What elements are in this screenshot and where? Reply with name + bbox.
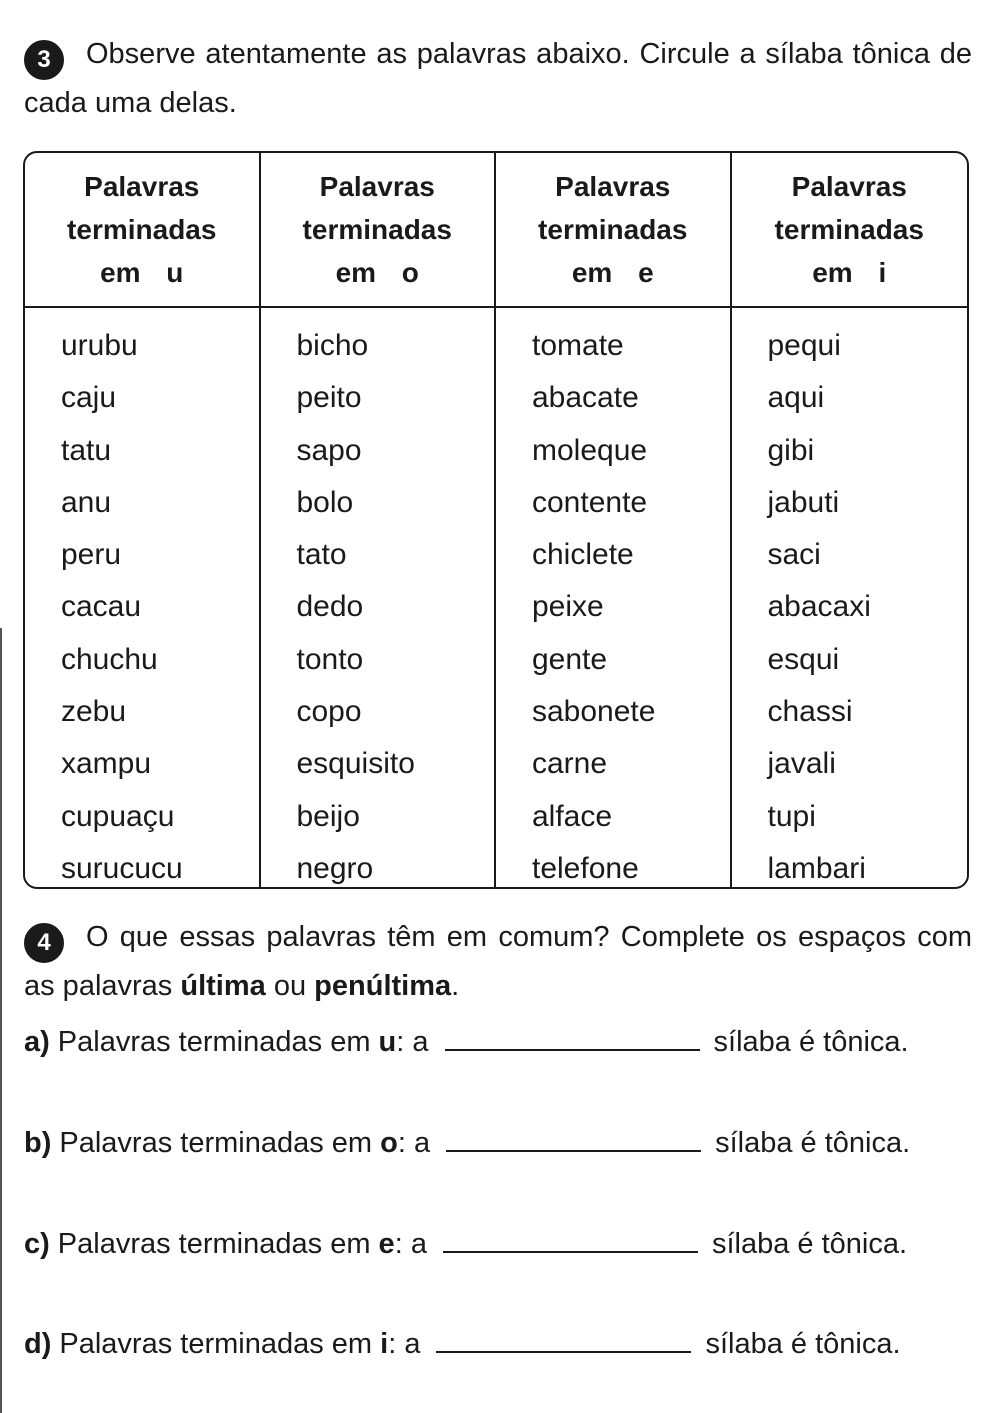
column-e — [496, 153, 732, 889]
item-letter: c) — [24, 1228, 50, 1260]
word[interactable]: esquisito — [296, 747, 415, 781]
column-header — [261, 153, 495, 308]
item-article: a — [413, 1127, 431, 1159]
word[interactable]: saci — [767, 538, 821, 572]
word[interactable]: zebu — [61, 695, 127, 729]
word[interactable]: caju — [61, 381, 117, 415]
column-words — [732, 308, 968, 889]
item-suffix: sílaba é tônica. — [711, 1228, 908, 1260]
header-line: em e — [571, 257, 654, 288]
word[interactable]: chuchu — [61, 642, 158, 676]
option-ultima: última — [180, 970, 266, 1002]
answer-blank-d[interactable] — [436, 1325, 691, 1353]
column-i — [732, 153, 968, 889]
word[interactable]: chassi — [767, 695, 853, 729]
column-words — [25, 308, 259, 889]
word[interactable]: tomate — [532, 329, 624, 362]
fill-item-b — [24, 1123, 968, 1163]
column-words — [496, 308, 730, 889]
word[interactable]: gente — [532, 642, 608, 676]
connector: ou — [273, 970, 307, 1002]
word[interactable]: abacaxi — [767, 590, 871, 624]
page-edge-divider — [0, 628, 2, 1413]
question-4 — [24, 914, 972, 1009]
item-prefix: Palavras terminadas em — [57, 1026, 371, 1058]
word[interactable]: negro — [296, 851, 374, 885]
word[interactable]: xampu — [61, 747, 152, 781]
item-ending: u — [378, 1026, 397, 1058]
question-4-text: O que essas palavras têm em comum? Complete os espaços com as palavras — [24, 921, 972, 1002]
question-number-badge: 4 — [24, 923, 64, 963]
fill-item-d — [24, 1324, 968, 1364]
word[interactable]: pequi — [767, 329, 841, 362]
word[interactable]: cacau — [61, 590, 142, 624]
word[interactable]: tatu — [61, 433, 112, 467]
word[interactable]: abacate — [532, 381, 639, 415]
item-ending: i — [380, 1328, 389, 1360]
words-table — [23, 151, 969, 889]
item-colon: : — [394, 1228, 403, 1260]
answer-blank-c[interactable] — [443, 1225, 698, 1253]
item-ending: e — [378, 1228, 395, 1260]
item-prefix: Palavras terminadas em — [59, 1127, 373, 1159]
word[interactable]: javali — [767, 747, 836, 781]
word[interactable]: jabuti — [767, 485, 840, 519]
word[interactable]: bolo — [296, 485, 354, 519]
word[interactable]: contente — [532, 485, 648, 519]
item-article: a — [404, 1328, 421, 1360]
period: . — [451, 970, 460, 1002]
option-penultima: penúltima — [314, 970, 452, 1002]
item-colon: : — [388, 1328, 397, 1360]
column-header — [25, 153, 259, 308]
item-article: a — [412, 1026, 429, 1058]
item-prefix: Palavras terminadas em — [57, 1228, 371, 1260]
header-line: Palavras — [791, 171, 907, 202]
item-suffix: sílaba é tônica. — [713, 1026, 909, 1058]
column-o — [261, 153, 497, 889]
word[interactable]: gibi — [767, 433, 815, 467]
answer-blank-a[interactable] — [445, 1023, 700, 1051]
word[interactable]: tonto — [296, 642, 364, 676]
word[interactable]: bicho — [296, 329, 369, 362]
item-ending: o — [380, 1127, 398, 1159]
word[interactable]: moleque — [532, 433, 648, 467]
word[interactable]: sabonete — [532, 695, 656, 729]
item-colon: : — [397, 1127, 406, 1159]
word[interactable]: esqui — [767, 642, 840, 676]
item-suffix: sílaba é tônica. — [705, 1328, 901, 1360]
word[interactable]: dedo — [296, 590, 364, 624]
item-suffix: sílaba é tônica. — [715, 1127, 911, 1159]
header-line: terminadas — [538, 214, 688, 245]
item-colon: : — [396, 1026, 405, 1058]
word[interactable]: sapo — [296, 433, 362, 467]
word[interactable]: beijo — [296, 799, 360, 833]
header-line: terminadas — [67, 214, 217, 245]
fill-item-a — [24, 1022, 968, 1062]
column-header — [496, 153, 730, 308]
word[interactable]: peru — [61, 538, 122, 572]
word[interactable]: tupi — [767, 799, 816, 833]
item-article: a — [410, 1228, 427, 1260]
word[interactable]: carne — [532, 747, 608, 781]
header-line: em u — [100, 257, 184, 288]
word[interactable]: alface — [532, 799, 613, 833]
word[interactable]: peito — [296, 381, 362, 415]
word[interactable]: peixe — [532, 590, 604, 624]
header-line: Palavras — [555, 171, 671, 202]
word[interactable]: copo — [296, 695, 362, 729]
question-number-badge: 3 — [24, 40, 64, 80]
item-letter: d) — [24, 1328, 52, 1360]
item-letter: a) — [24, 1026, 50, 1058]
answer-blank-b[interactable] — [446, 1124, 701, 1152]
column-header — [732, 153, 968, 308]
word[interactable]: chiclete — [532, 538, 634, 572]
question-3-text: Observe atentamente as palavras abaixo. Circule a sílaba tônica de cada uma delas. — [24, 38, 972, 119]
word[interactable]: aqui — [767, 381, 825, 415]
column-words — [261, 308, 495, 889]
item-prefix: Palavras terminadas em — [59, 1328, 373, 1360]
word[interactable]: tato — [296, 538, 347, 572]
header-line: terminadas — [302, 214, 452, 245]
question-3 — [24, 31, 972, 126]
word[interactable]: surucucu — [61, 851, 183, 885]
header-line: Palavras — [84, 171, 200, 202]
word[interactable]: cupuaçu — [61, 799, 175, 833]
word[interactable]: lambari — [767, 851, 866, 885]
header-line: em o — [335, 257, 419, 288]
word[interactable]: urubu — [61, 329, 138, 362]
word[interactable]: anu — [61, 485, 112, 519]
fill-item-c — [24, 1224, 968, 1264]
header-line: terminadas — [774, 214, 924, 245]
item-letter: b) — [24, 1127, 52, 1159]
header-line: Palavras — [319, 171, 435, 202]
word[interactable]: telefone — [532, 851, 639, 885]
column-u — [25, 153, 261, 889]
header-line: em i — [812, 257, 887, 288]
